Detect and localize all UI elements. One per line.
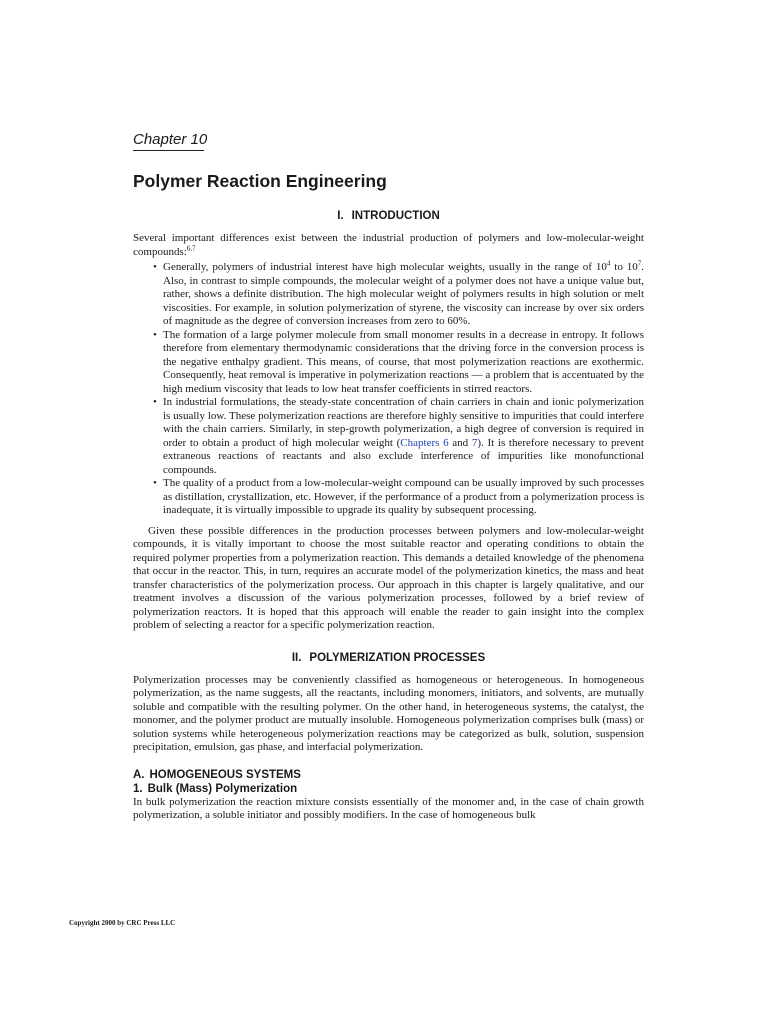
list-item: [153, 329, 644, 397]
list-item-text: The quality of a product from a low-molecular-weight compound can be usually improved by such processes as distillation, crystallization, etc. However, if the performance of a product from a polymerization process is inadequate, it is virtually impossible to upgrade its quality by subsequent processing.: [163, 477, 644, 516]
intro-paragraph: [133, 232, 644, 259]
intro-text: Several important differences exist between the industrial production of polymers and low-molecular-weight compounds:: [133, 232, 644, 258]
list-item: [153, 396, 644, 477]
section-title: POLYMERIZATION PROCESSES: [309, 651, 486, 664]
closing-paragraph: Given these possible differences in the production processes between polymers and low-molecular-weight compounds, it is vitally important to choose the most suitable reactor and operating conditions to obtain the required polymer properties from a polymerization reaction. This demands a detailed knowledge of the phenomena that occur in the reactor. This, in turn, requires an accurate model of the polymerization kinetics, the mass and heat transfer characteristics of the polymerization process. Our approach in this chapter is largely qualitative, and our treatment involves a discussion of the various polymerization processes, followed by a brief review of polymerization reactors. It is hoped that this approach will enable the reader to gain insight into the complex problem of selecting a reactor for a specific polymerization reaction.: [133, 524, 644, 631]
list-item-text: In industrial formulations, the steady-state concentration of chain carriers in chain and ionic polymerization is usually low. These polymerization reactions are therefore highly sensitive to impurities that could interfere with the chain carriers. Similarly, in step-growth polymerization, a high degree of conversion is required in order to obtain a product of high molecular weight (: [163, 396, 644, 449]
intro-refs: 6,7: [186, 243, 196, 252]
page-content: [133, 209, 644, 823]
bullet-icon: •: [153, 477, 157, 489]
differences-list: [133, 261, 644, 518]
subsection-number: A.: [133, 768, 145, 781]
section-heading-polymerization-processes: [133, 651, 644, 665]
bulk-paragraph: In bulk polymerization the reaction mixture consists essentially of the monomer and, in the case of chain growth polymerization, a soluble initiator and possibly modifiers. In the case of homogeneous bulk: [133, 795, 644, 821]
list-item-text: ). It is therefore necessary to prevent extraneous reactions of reactants and also exclude interference of impurities like monofunctional compounds.: [163, 436, 644, 476]
subsection-title: HOMOGENEOUS SYSTEMS: [149, 768, 301, 781]
list-item-text: Generally, polymers of industrial interest have high molecular weights, usually in the range of 10: [163, 261, 607, 273]
bullet-icon: •: [153, 328, 157, 341]
chapter-7-link[interactable]: 7: [471, 436, 478, 449]
copyright-footer: Copyright 2000 by CRC Press LLC: [69, 919, 176, 927]
subsection-title: Bulk (Mass) Polymerization: [147, 782, 298, 795]
list-item-text: . Also, in contrast to simple compounds, the molecular weight of a polymer does not have a unique value but, rather, shows a definite distribution. The high molecular weight of polymers results in high solution or melt viscosities. For example, in solution polymerization of styrene, the viscosity can increase by over six orders of magnitude as the degree of conversion increases from zero to 60%.: [163, 261, 644, 327]
section-number: II.: [291, 651, 302, 664]
subsection-heading-bulk: [133, 782, 644, 796]
list-item: [153, 261, 644, 329]
chapter-label: Chapter 10: [133, 131, 204, 151]
section-title: INTRODUCTION: [351, 210, 440, 222]
exponent: 4: [606, 259, 611, 268]
subsection-heading-homogeneous: [133, 768, 644, 782]
list-item-text: and: [448, 436, 472, 449]
list-item-text: to 10: [610, 261, 638, 273]
section-heading-introduction: [133, 209, 644, 223]
list-item-text: The formation of a large polymer molecule from small monomer results in a decrease in entropy. It follows therefore from elementary thermodynamic considerations that the driving force in the conversion process is the negative enthalpy gradient. This means, of course, that most polymerization reactions are exothermic. Consequently, heat removal is imperative in polymerization reactions — a problem that is accentuated by the high medium viscosity that leads to low heat transfer coefficients in stirred reactors.: [163, 328, 644, 395]
exponent: 7: [637, 259, 642, 268]
chapter-6-link[interactable]: Chapters 6: [400, 436, 449, 449]
page: [133, 0, 644, 1024]
list-item: [153, 477, 644, 518]
section-number: I.: [337, 210, 344, 222]
chapter-title: Polymer Reaction Engineering: [133, 171, 387, 191]
bullet-icon: •: [153, 396, 157, 408]
bullet-icon: •: [153, 261, 157, 273]
processes-paragraph: Polymerization processes may be conveniently classified as homogeneous or heterogeneous. In homogeneous polymerization, as the name suggests, all the reactants, including monomers, initiators, and solvents, are mutually soluble and compatible with the resulting polymer. On the other hand, in heterogeneous systems, the catalyst, the monomer, and the polymer product are mutually insoluble. Homogeneous polymerization comprises bulk (mass) or solution systems while heterogeneous polymerization reactions may be categorized as bulk, solution, suspension precipitation, emulsion, gas phase, and interfacial polymerization.: [133, 673, 644, 753]
subsection-number: 1.: [133, 782, 143, 795]
